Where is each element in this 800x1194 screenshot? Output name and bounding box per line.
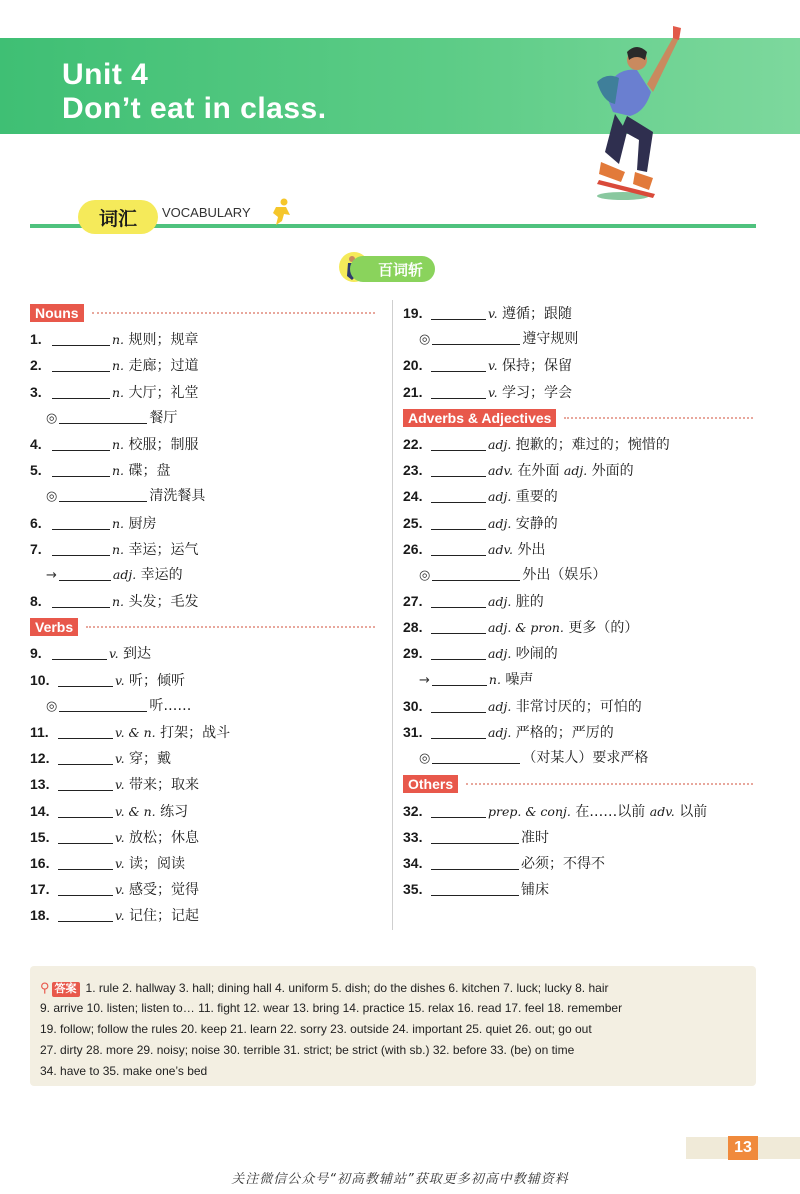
meaning: 听……: [149, 697, 192, 714]
section-subtitle: 百词斩: [350, 256, 435, 282]
part-of-speech: adv.: [488, 541, 514, 557]
vocabulary-column-left: [30, 300, 375, 929]
meaning: 练习: [160, 803, 189, 820]
vocabulary-item: [403, 640, 753, 666]
meaning: 记住；记起: [129, 908, 200, 925]
part-of-speech: n.: [112, 594, 125, 610]
runner-icon: [270, 197, 294, 227]
part-of-speech: adj.: [488, 725, 512, 740]
answer-blank: [58, 722, 113, 739]
item-number: 6.: [30, 514, 42, 531]
part-of-speech: v.: [488, 384, 498, 400]
answer-blank: [52, 460, 110, 477]
vocabulary-item: [30, 326, 375, 352]
meaning: 带来；取来: [129, 777, 200, 794]
vocabulary-item: [30, 457, 375, 483]
vocabulary-column-right: [403, 300, 753, 902]
answer-blank: [431, 355, 486, 372]
meaning: 餐厅: [149, 409, 178, 426]
unit-subtitle: Don’t eat in class.: [62, 92, 327, 125]
meaning: 打架；战斗: [160, 725, 231, 741]
answer-blank: [52, 643, 107, 660]
part-of-speech: v. & n.: [115, 725, 156, 740]
item-number: 27.: [403, 593, 423, 610]
vocabulary-item: [30, 876, 375, 902]
item-number: 24.: [403, 488, 423, 505]
category-dotted-rule: [92, 312, 375, 314]
answer-blank: [432, 747, 520, 764]
vocabulary-item: [30, 719, 375, 745]
vocabulary-subitem: [30, 693, 375, 719]
part-of-speech: adj.: [488, 698, 512, 714]
answer-blank: [431, 853, 519, 870]
category-header: [403, 405, 753, 431]
vocabulary-item: [403, 798, 753, 824]
part-of-speech: n.: [112, 384, 125, 400]
item-number: 10.: [30, 671, 50, 688]
meaning: 读；阅读: [129, 855, 186, 872]
circle-mark-icon: ◎: [419, 332, 431, 348]
circle-mark-icon: ◎: [419, 751, 431, 767]
answer-blank: [58, 853, 113, 870]
vocabulary-label: VOCABULARY: [162, 205, 251, 220]
vocabulary-item: [30, 588, 375, 614]
answer-blank: [431, 591, 486, 608]
vocabulary-item: [30, 379, 375, 405]
item-number: 13.: [30, 776, 50, 793]
part-of-speech: adj.: [488, 515, 512, 531]
answer-blank: [431, 513, 486, 530]
part-of-speech: adj.: [488, 646, 512, 662]
part-of-speech: v.: [115, 908, 125, 924]
vocabulary-subitem: [403, 562, 753, 588]
item-number: 32.: [403, 802, 423, 819]
unit-title: [62, 58, 327, 126]
vocabulary-item: [403, 300, 753, 326]
vocabulary-item: [30, 536, 375, 562]
column-divider: [392, 300, 393, 930]
item-number: 26.: [403, 540, 423, 557]
part-of-speech: v.: [109, 646, 119, 662]
vocabulary-item: [403, 876, 753, 902]
answer-blank: [431, 879, 519, 896]
answer-blank: [431, 643, 486, 660]
vocabulary-item: [30, 798, 375, 824]
vocabulary-item: [403, 352, 753, 378]
item-number: 14.: [30, 802, 50, 819]
category-label: Verbs: [30, 618, 78, 636]
part-of-speech: v.: [115, 672, 125, 688]
meaning: 严格的；严厉的: [515, 725, 614, 741]
item-number: 4.: [30, 435, 42, 452]
vocabulary-item: [30, 824, 375, 850]
arrow-icon: →: [419, 672, 430, 688]
vocabulary-item: [403, 536, 753, 562]
part-of-speech: v.: [115, 855, 125, 871]
answer-blank: [58, 801, 113, 818]
meaning: 抱歉的；难过的；惋惜的: [515, 436, 670, 453]
item-number: 12.: [30, 750, 50, 767]
answer-line: [40, 980, 608, 997]
item-number: 15.: [30, 828, 50, 845]
category-label: Others: [403, 775, 458, 793]
vocabulary-item: [403, 614, 753, 640]
answer-blank: [59, 485, 147, 502]
answer-blank: [431, 303, 486, 320]
item-number: 16.: [30, 854, 50, 871]
meaning: 厨房: [128, 515, 157, 532]
part-of-speech: n.: [112, 541, 125, 557]
item-number: 1.: [30, 331, 42, 348]
part-of-speech: adv.: [488, 463, 514, 479]
answer-blank: [58, 827, 113, 844]
answer-key-panel: [30, 966, 756, 1086]
meaning: 规则；规章: [128, 332, 199, 349]
item-number: 18.: [30, 907, 50, 924]
item-number: 17.: [30, 881, 50, 898]
item-number: 35.: [403, 881, 423, 898]
answer-blank: [52, 382, 110, 399]
item-number: 34.: [403, 854, 423, 871]
meaning: 感受；觉得: [129, 882, 200, 899]
vocabulary-subitem: [403, 745, 753, 771]
answer-blank: [432, 669, 487, 686]
category-dotted-rule: [564, 417, 753, 419]
item-number: 29.: [403, 645, 423, 662]
item-number: 20.: [403, 357, 423, 374]
answer-blank: [431, 486, 486, 503]
answer-blank: [58, 905, 113, 922]
vocabulary-badge: 词汇: [78, 200, 158, 234]
answer-blank: [431, 382, 486, 399]
meaning: 外出（娱乐）: [522, 566, 607, 583]
page-number: 13: [728, 1136, 758, 1160]
vocabulary-item: [403, 588, 753, 614]
part-of-speech: v.: [115, 882, 125, 898]
answer-blank: [59, 564, 111, 581]
meaning: 校服；制服: [128, 436, 199, 453]
meaning: 安静的: [515, 515, 558, 532]
vocabulary-item: [403, 719, 753, 745]
part-of-speech: v.: [115, 829, 125, 845]
meaning: 放松；休息: [129, 829, 200, 846]
unit-number: Unit 4: [62, 58, 149, 91]
meaning: 头发；毛发: [128, 594, 199, 611]
part-of-speech: adj.: [488, 594, 512, 610]
vocabulary-subitem: [403, 667, 753, 693]
circle-mark-icon: ◎: [419, 567, 431, 583]
meaning: 噪声: [505, 671, 534, 688]
meaning: 外出: [517, 541, 546, 558]
category-dotted-rule: [466, 783, 753, 785]
answer-blank: [52, 434, 110, 451]
vocabulary-subitem: [403, 326, 753, 352]
answer-blank: [432, 328, 520, 345]
answer-label: 答案: [52, 982, 80, 997]
answer-blank: [52, 539, 110, 556]
vocabulary-subitem: [30, 405, 375, 431]
footer-note: 关注微信公众号“初高教辅站”获取更多初高中教辅资料: [231, 1172, 569, 1187]
vocabulary-item: [30, 850, 375, 876]
item-number: 2.: [30, 357, 42, 374]
answer-blank: [431, 617, 486, 634]
part-of-speech: v.: [115, 777, 125, 793]
meaning: 以前: [679, 803, 708, 820]
circle-mark-icon: ◎: [46, 410, 58, 426]
vocabulary-item: [30, 745, 375, 771]
meaning: 大厅；礼堂: [128, 384, 199, 401]
answer-blank: [52, 329, 110, 346]
meaning: 非常讨厌的；可怕的: [515, 698, 642, 715]
part-of-speech: v.: [115, 751, 125, 767]
answer-blank: [431, 801, 486, 818]
vocabulary-item: [403, 510, 753, 536]
answer-blank: [59, 695, 147, 712]
item-number: 22.: [403, 435, 423, 452]
item-number: 9.: [30, 645, 42, 662]
item-number: 31.: [403, 724, 423, 740]
answer-line: 19. follow; follow the rules 20. keep 21. learn 22. sorry 23. outside 24. important 25. quiet 26. out; go out: [40, 1022, 592, 1036]
meaning: 外面的: [591, 463, 634, 480]
vocabulary-subitem: [30, 562, 375, 588]
circle-mark-icon: ◎: [46, 489, 58, 505]
answer-blank: [432, 564, 520, 581]
category-dotted-rule: [86, 626, 375, 628]
meaning: 重要的: [515, 489, 558, 506]
item-number: 30.: [403, 697, 423, 714]
meaning: 吵闹的: [515, 646, 558, 663]
vocabulary-item: [30, 431, 375, 457]
item-number: 25.: [403, 514, 423, 531]
arrow-icon: →: [46, 567, 57, 583]
answer-blank: [58, 774, 113, 791]
meaning: 幸运；运气: [128, 541, 199, 558]
vocabulary-item: [403, 693, 753, 719]
meaning: 听；倾听: [129, 672, 186, 689]
answer-blank: [431, 696, 486, 713]
answer-line: 27. dirty 28. more 29. noisy; noise 30. terrible 31. strict; be strict (with sb.) 32. before 33. (be) on time: [40, 1043, 575, 1057]
skateboarder-illustration: [575, 12, 695, 202]
part-of-speech: adj. & pron.: [488, 620, 564, 636]
part-of-speech: n.: [488, 671, 501, 687]
meaning: 幸运的: [140, 566, 183, 583]
key-icon: ⚲: [40, 980, 50, 995]
category-header: [403, 771, 753, 797]
answer-blank: [52, 355, 110, 372]
meaning: 碟；盘: [128, 463, 171, 480]
part-of-speech: n.: [112, 436, 125, 452]
part-of-speech: prep. & conj.: [488, 803, 571, 819]
answer-blank: [52, 513, 110, 530]
meaning: 清洗餐具: [149, 488, 206, 505]
vocabulary-item: [403, 824, 753, 850]
meaning: 必须；不得不: [521, 855, 605, 872]
item-number: 23.: [403, 462, 423, 479]
meaning: 脏的: [515, 594, 544, 611]
part-of-speech: adj.: [563, 463, 588, 479]
vocabulary-item: [30, 640, 375, 666]
answer-blank: [58, 748, 113, 765]
answer-blank: [58, 879, 113, 896]
vocabulary-item: [30, 510, 375, 536]
vocabulary-item: [30, 902, 375, 928]
item-number: 8.: [30, 593, 42, 610]
part-of-speech: v.: [488, 306, 498, 321]
part-of-speech: adj.: [488, 489, 512, 505]
meaning: 到达: [123, 646, 152, 663]
answer-blank: [431, 827, 519, 844]
answer-blank: [431, 434, 486, 451]
meaning: 遵守规则: [522, 331, 579, 348]
answer-blank: [52, 591, 110, 608]
item-number: 28.: [403, 619, 423, 636]
part-of-speech: n.: [112, 515, 125, 531]
answer-blank: [431, 539, 486, 556]
item-number: 33.: [403, 828, 423, 845]
part-of-speech: adj.: [112, 566, 137, 582]
vocabulary-item: [30, 771, 375, 797]
vocabulary-item: [403, 457, 753, 483]
meaning: 遵循；跟随: [502, 306, 573, 322]
item-number: 3.: [30, 383, 42, 400]
category-label: Adverbs & Adjectives: [403, 409, 556, 427]
meaning: 准时: [521, 829, 549, 846]
answer-blank: [58, 670, 113, 687]
part-of-speech: n.: [112, 332, 125, 348]
answer-text: 1. rule 2. hallway 3. hall; dining hall 4. uniform 5. dish; do the dishes 6. kitchen 7. luck; lucky 8. hair: [85, 981, 609, 995]
meaning: 在……以前: [575, 803, 646, 820]
vocabulary-item: [30, 352, 375, 378]
meaning: （对某人）要求严格: [522, 750, 649, 767]
meaning: 在外面: [517, 463, 560, 480]
meaning: 更多（的）: [568, 620, 639, 637]
vocabulary-subitem: [30, 483, 375, 509]
item-number: 11.: [30, 724, 49, 740]
part-of-speech: adv.: [649, 803, 675, 819]
meaning: 保持；保留: [502, 358, 573, 375]
meaning: 铺床: [521, 882, 549, 899]
meaning: 穿；戴: [129, 751, 172, 768]
vocabulary-item: [403, 483, 753, 509]
answer-blank: [431, 460, 486, 477]
meaning: 学习；学会: [502, 384, 573, 401]
answer-blank: [59, 407, 147, 424]
part-of-speech: adj.: [488, 436, 512, 452]
category-header: [30, 614, 375, 640]
circle-mark-icon: ◎: [46, 698, 58, 714]
item-number: 21.: [403, 383, 423, 400]
item-number: 7.: [30, 540, 42, 557]
meaning: 走廊；过道: [128, 358, 199, 375]
vocabulary-item: [403, 379, 753, 405]
part-of-speech: v.: [488, 358, 498, 374]
vocabulary-item: [403, 431, 753, 457]
answer-blank: [431, 722, 486, 739]
item-number: 19.: [403, 305, 423, 321]
vocabulary-item: [30, 667, 375, 693]
part-of-speech: v. & n.: [115, 803, 156, 819]
part-of-speech: n.: [112, 463, 125, 479]
category-label: Nouns: [30, 304, 84, 322]
category-header: [30, 300, 375, 326]
answer-line: 9. arrive 10. listen; listen to… 11. fight 12. wear 13. bring 14. practice 15. relax 16. read 17. feel 18. remember: [40, 1001, 623, 1015]
part-of-speech: n.: [112, 358, 125, 374]
item-number: 5.: [30, 462, 42, 479]
vocabulary-item: [403, 850, 753, 876]
answer-line: 34. have to 35. make one’s bed: [40, 1064, 208, 1078]
